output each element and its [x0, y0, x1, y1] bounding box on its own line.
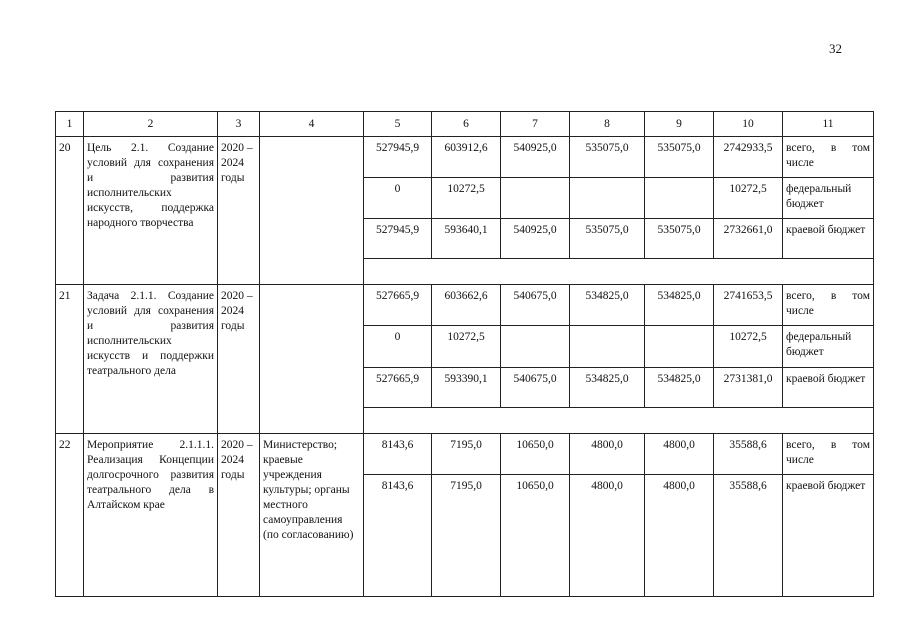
funding-source: краевой бюджет — [783, 368, 874, 408]
funding-source: всего, в том числе — [783, 285, 874, 326]
row-executor — [260, 285, 364, 434]
value-cell: 7195,0 — [432, 475, 501, 597]
value-cell: 4800,0 — [570, 475, 645, 597]
value-cell: 10650,0 — [501, 475, 570, 597]
value-cell: 527665,9 — [364, 285, 432, 326]
table-row — [56, 434, 874, 475]
value-cell: 2742933,5 — [714, 137, 783, 178]
value-cell: 35588,6 — [714, 434, 783, 475]
value-cell: 0 — [364, 178, 432, 219]
value-cell — [570, 178, 645, 219]
value-cell: 535075,0 — [645, 137, 714, 178]
header-cell: 3 — [218, 112, 260, 137]
value-cell: 8143,6 — [364, 434, 432, 475]
row-years: 2020 – 2024 годы — [218, 137, 260, 285]
value-cell: 535075,0 — [570, 219, 645, 259]
value-cell: 2732661,0 — [714, 219, 783, 259]
value-cell: 593640,1 — [432, 219, 501, 259]
value-cell: 603912,6 — [432, 137, 501, 178]
value-cell: 534825,0 — [570, 368, 645, 408]
funding-source: всего, в том числе — [783, 137, 874, 178]
value-cell: 2741653,5 — [714, 285, 783, 326]
row-years: 2020 – 2024 годы — [218, 285, 260, 434]
value-cell: 7195,0 — [432, 434, 501, 475]
value-cell — [645, 178, 714, 219]
row-number: 21 — [56, 285, 84, 434]
header-cell: 2 — [84, 112, 218, 137]
value-cell: 4800,0 — [645, 434, 714, 475]
value-cell: 527945,9 — [364, 137, 432, 178]
header-cell: 8 — [570, 112, 645, 137]
value-cell: 4800,0 — [645, 475, 714, 597]
funding-source: федеральный бюджет — [783, 326, 874, 368]
value-cell — [570, 326, 645, 368]
funding-source: федеральный бюджет — [783, 178, 874, 219]
row-executor: Министерство; краевые учреждения культуры; органы местного самоуправления (по согласованию) — [260, 434, 364, 597]
row-number: 22 — [56, 434, 84, 597]
value-cell: 527665,9 — [364, 368, 432, 408]
value-cell: 603662,6 — [432, 285, 501, 326]
empty-cell — [364, 259, 874, 285]
table-row — [56, 137, 874, 178]
value-cell: 35588,6 — [714, 475, 783, 597]
value-cell — [501, 178, 570, 219]
value-cell: 535075,0 — [645, 219, 714, 259]
value-cell: 10272,5 — [432, 326, 501, 368]
row-name: Цель 2.1. Создание условий для сохранения и развития исполнительских искусств, поддержка народного творчества — [84, 137, 218, 285]
row-name: Задача 2.1.1. Создание условий для сохранения и развития исполнительских искусств и поддержки театрального дела — [84, 285, 218, 434]
value-cell: 534825,0 — [570, 285, 645, 326]
row-name: Мероприятие 2.1.1.1. Реализация Концепции долгосрочного развития театрального дела в Алтайском крае — [84, 434, 218, 597]
funding-source: краевой бюджет — [783, 219, 874, 259]
value-cell: 540675,0 — [501, 285, 570, 326]
header-cell: 11 — [783, 112, 874, 137]
empty-cell — [364, 408, 874, 434]
value-cell: 534825,0 — [645, 368, 714, 408]
header-cell: 7 — [501, 112, 570, 137]
table-row — [56, 285, 874, 326]
header-cell: 4 — [260, 112, 364, 137]
row-executor — [260, 137, 364, 285]
value-cell: 10272,5 — [432, 178, 501, 219]
value-cell: 10272,5 — [714, 178, 783, 219]
row-number: 20 — [56, 137, 84, 285]
header-cell: 1 — [56, 112, 84, 137]
value-cell: 593390,1 — [432, 368, 501, 408]
value-cell: 4800,0 — [570, 434, 645, 475]
value-cell — [645, 326, 714, 368]
value-cell: 540925,0 — [501, 219, 570, 259]
value-cell: 540675,0 — [501, 368, 570, 408]
header-cell: 9 — [645, 112, 714, 137]
value-cell: 2731381,0 — [714, 368, 783, 408]
funding-source: краевой бюджет — [783, 475, 874, 597]
value-cell: 10650,0 — [501, 434, 570, 475]
page-number: 32 — [829, 41, 842, 56]
budget-table — [55, 111, 874, 597]
value-cell: 527945,9 — [364, 219, 432, 259]
value-cell: 0 — [364, 326, 432, 368]
header-cell: 10 — [714, 112, 783, 137]
value-cell: 534825,0 — [645, 285, 714, 326]
funding-source: всего, в том числе — [783, 434, 874, 475]
value-cell — [501, 326, 570, 368]
row-years: 2020 – 2024 годы — [218, 434, 260, 597]
value-cell: 535075,0 — [570, 137, 645, 178]
header-row — [56, 112, 874, 137]
value-cell: 8143,6 — [364, 475, 432, 597]
value-cell: 540925,0 — [501, 137, 570, 178]
header-cell: 5 — [364, 112, 432, 137]
value-cell: 10272,5 — [714, 326, 783, 368]
header-cell: 6 — [432, 112, 501, 137]
